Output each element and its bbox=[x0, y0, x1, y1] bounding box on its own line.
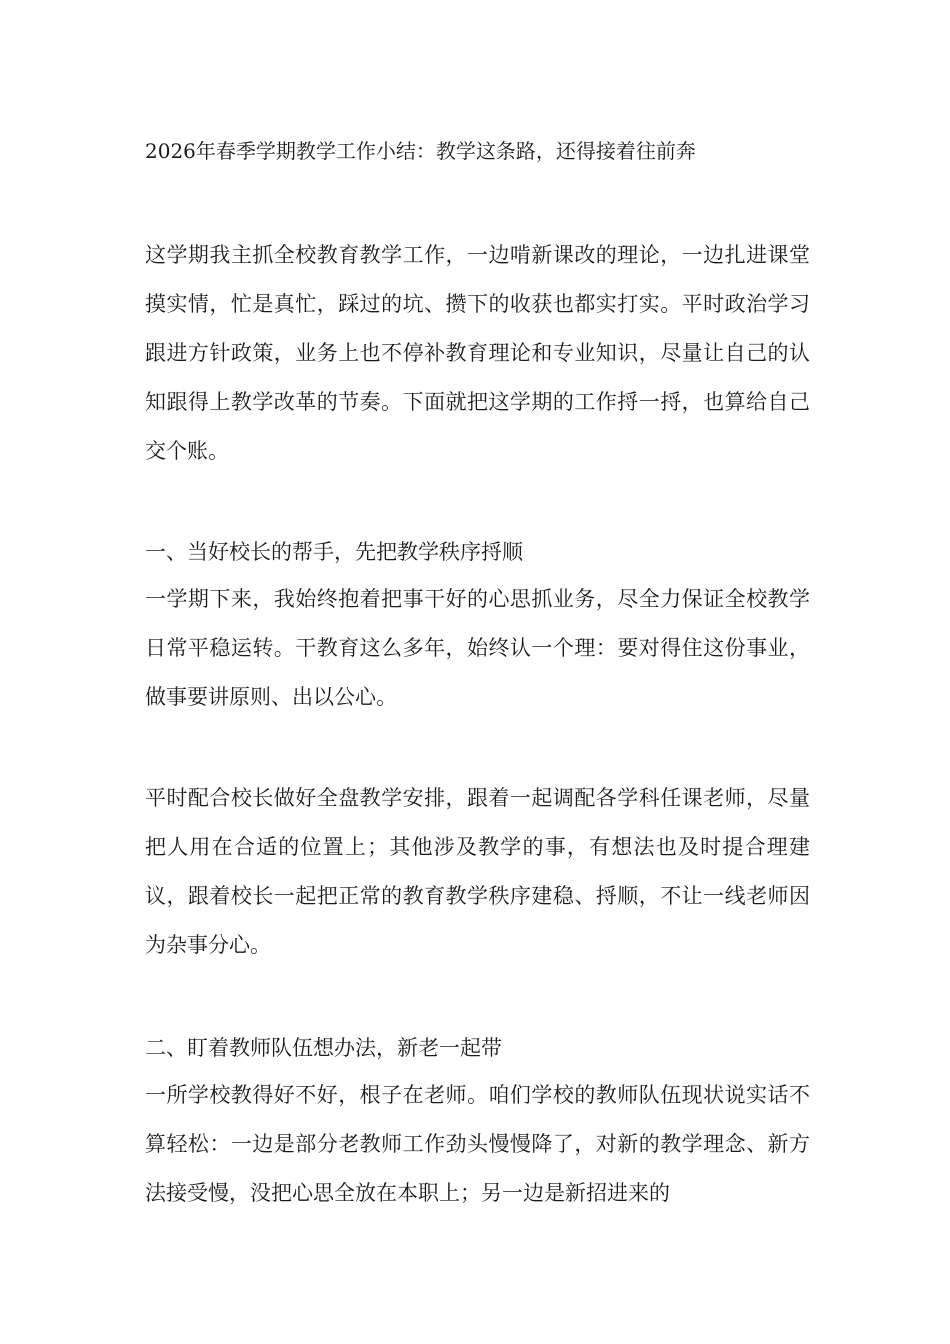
section-1-heading: 一、当好校长的帮手，先把教学秩序捋顺 bbox=[145, 540, 523, 564]
section-1-paragraph-1: 一学期下来，我始终抱着把事干好的心思抓业务，尽全力保证全校教学日常平稳运转。干教育这么多年，始终认一个理：要对得住这份事业，做事要讲原则、出以公心。 bbox=[145, 587, 810, 709]
document-title: 2026年春季学期教学工作小结：教学这条路，还得接着往前奔 bbox=[145, 139, 696, 163]
section-1-paragraph-2: 平时配合校长做好全盘教学安排，跟着一起调配各学科任课老师，尽量把人用在合适的位置上；其他涉及教学的事，有想法也及时提合理建议，跟着校长一起把正常的教育教学秩序建稳、捋顺，不让一线老师因为杂事分心。 bbox=[145, 786, 810, 957]
intro-paragraph: 这学期我主抓全校教育教学工作，一边啃新课改的理论，一边扎进课堂摸实情，忙是真忙，踩过的坑、攒下的收获也都实打实。平时政治学习跟进方针政策，业务上也不停补教育理论和专业知识，尽量让自己的认知跟得上教学改革的节奏。下面就把这学期的工作捋一捋，也算给自己交个账。 bbox=[145, 243, 810, 463]
section-2-paragraph-1: 一所学校教得好不好，根子在老师。咱们学校的教师队伍现状说实话不算轻松：一边是部分老教师工作劲头慢慢降了，对新的教学理念、新方法接受慢，没把心思全放在本职上；另一边是新招进来的 bbox=[145, 1083, 810, 1205]
section-2-heading: 二、盯着教师队伍想办法，新老一起带 bbox=[145, 1036, 502, 1060]
